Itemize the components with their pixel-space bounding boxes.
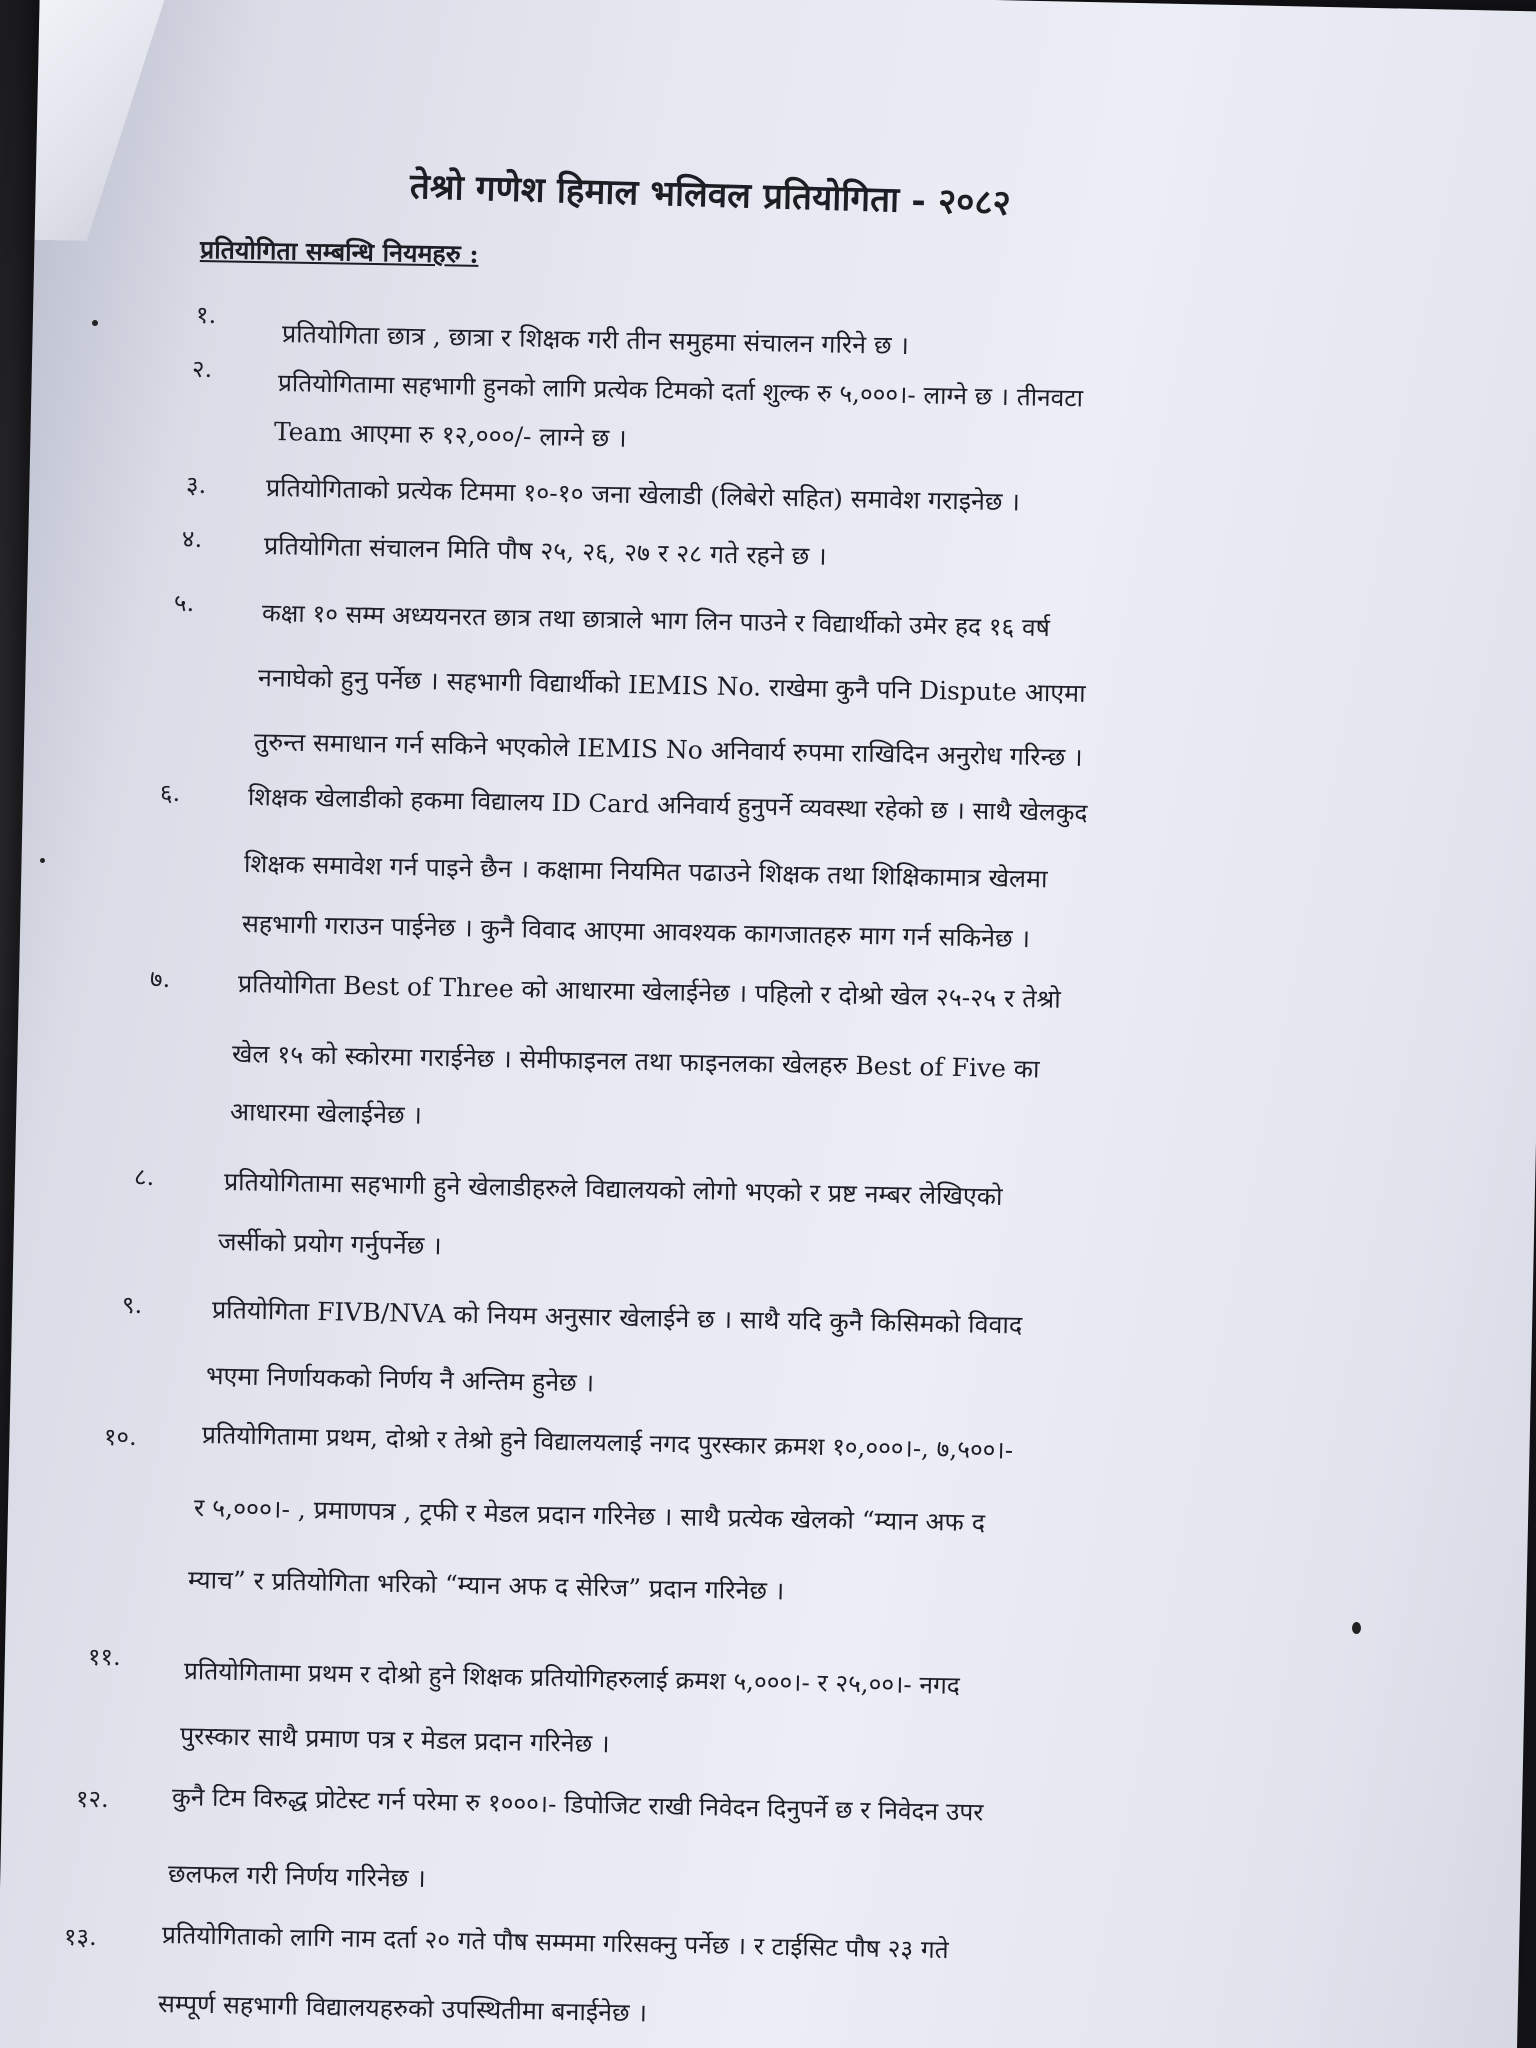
rule-10-line-1: प्रतियोगितामा प्रथम, दोश्रो र तेश्रो हुने विद्यालयलाई नगद पुरस्कार क्रमश १०,०००।-, ७,५००।- xyxy=(201,1420,1014,1465)
rule-3-number: ३. xyxy=(186,471,207,499)
rule-9-number: ९. xyxy=(122,1291,143,1319)
rule-7-number: ७. xyxy=(150,965,171,993)
rule-6-line-3: सहभागी गराउन पाईनेछ । कुनै विवाद आएमा आवश्यक कागजातहरु माग गर्न सकिनेछ । xyxy=(241,909,1031,954)
rule-13-line-2: सम्पूर्ण सहभागी विद्यालयहरुको उपस्थितीमा बनाईनेछ । xyxy=(157,1989,648,2028)
rule-8-line-1: प्रतियोगितामा सहभागी हुने खेलाडीहरुले विद्यालयको लोगो भएको र प्रष्ट नम्बर लेखिएको xyxy=(223,1167,1003,1211)
rule-12-line-2: छलफल गरी निर्णय गरिनेछ । xyxy=(167,1859,427,1893)
ink-dot xyxy=(40,858,45,863)
rule-1-number: १. xyxy=(196,301,217,329)
rule-2-line-2: Team आएमा रु १२,०००/- लाग्ने छ । xyxy=(273,417,627,453)
rule-10-number: १०. xyxy=(104,1423,137,1451)
rule-7-line-3: आधारमा खेलाईनेछ । xyxy=(229,1097,423,1130)
rule-7-line-2: खेल १५ को स्कोरमा गराईनेछ । सेमीफाइनल तथा फाइनलका खेलहरु Best of Five का xyxy=(231,1039,1040,1084)
rule-5-line-1: कक्षा १० सम्म अध्ययनरत छात्र तथा छात्राले भाग लिन पाउने र विद्यार्थीको उमेर हद १६ वर्ष xyxy=(261,598,1051,643)
rule-6-number: ६. xyxy=(160,779,181,807)
rule-12-line-1: कुनै टिम विरुद्ध प्रोटेस्ट गर्न परेमा रु १०००।- डिपोजिट राखी निवेदन दिनुपर्ने छ र निवेदन उपर xyxy=(171,1782,984,1827)
rule-5-line-3: तुरुन्त समाधान गर्न सकिने भएकोले IEMIS No अनिवार्य रुपमा राखिदिन अनुरोध गरिन्छ । xyxy=(253,727,1083,772)
rule-2-line-1: प्रतियोगितामा सहभागी हुनको लागि प्रत्येक टिमको दर्ता शुल्क रु ५,०००।- लाग्ने छ । तीनवटा xyxy=(277,368,1084,413)
rule-2-number: २. xyxy=(192,355,213,383)
rule-10-line-3: म्याच” र प्रतियोगिता भरिको “म्यान अफ द सेरिज” प्रदान गरिनेछ । xyxy=(187,1565,785,1606)
rule-13-line-1: प्रतियोगिताको लागि नाम दर्ता २० गते पौष सम्ममा गरिसक्नु पर्नेछ । र टाईसिट पौष २३ गते xyxy=(161,1920,949,1965)
rule-11-line-2: पुरस्कार साथै प्रमाण पत्र र मेडल प्रदान गरिनेछ । xyxy=(179,1721,610,1759)
rule-1-line-1: प्रतियोगिता छात्र , छात्रा र शिक्षक गरी तीन समुहमा संचालन गरिने छ । xyxy=(281,319,910,361)
document-title: तेश्रो गणेश हिमाल भलिवल प्रतियोगिता - २०८२ xyxy=(409,166,1012,224)
rule-9-line-2: भएमा निर्णायकको निर्णय नै अन्तिम हुनेछ । xyxy=(205,1361,595,1398)
rule-3-line-1: प्रतियोगिताको प्रत्येक टिममा १०-१० जना खेलाडी (लिबेरो सहित) समावेश गराइनेछ । xyxy=(265,473,1021,517)
rule-5-number: ५. xyxy=(174,589,195,617)
rule-8-line-2: जर्सीको प्रयोग गर्नुपर्नेछ । xyxy=(217,1227,442,1261)
rule-9-line-1: प्रतियोगिता FIVB/NVA को नियम अनुसार खेलाईने छ । साथै यदि कुनै किसिमको विवाद xyxy=(211,1295,1023,1340)
rule-5-line-2: ननाघेको हुनु पर्नेछ । सहभागी विद्यार्थीको IEMIS No. राखेमा कुनै पनि Dispute आएमा xyxy=(257,663,1086,708)
rules-heading: प्रतियोगिता सम्बन्धि नियमहरु : xyxy=(199,235,479,269)
rule-13-number: १३. xyxy=(64,1923,97,1951)
rule-4-line-1: प्रतियोगिता संचालन मिति पौष २५, २६, २७ र २८ गते रहने छ । xyxy=(263,531,827,571)
rule-11-number: ११. xyxy=(88,1643,121,1671)
rule-6-line-2: शिक्षक समावेश गर्न पाइने छैन । कक्षामा नियमित पढाउने शिक्षक तथा शिक्षिकामात्र खेलमा xyxy=(243,849,1048,894)
rule-4-number: ४. xyxy=(182,525,203,553)
rule-8-number: ८. xyxy=(134,1163,155,1191)
rule-7-line-1: प्रतियोगिता Best of Three को आधारमा खेलाईनेछ । पहिलो र दोश्रो खेल २५-२५ र तेश्रो xyxy=(237,969,1062,1014)
ink-dot xyxy=(1352,1622,1361,1634)
rule-10-line-2: र ५,०००।- , प्रमाणपत्र , ट्रफी र मेडल प्रदान गरिनेछ । साथै प्रत्येक खेलको “म्यान अफ द xyxy=(193,1493,986,1538)
rule-6-line-1: शिक्षक खेलाडीको हकमा विद्यालय ID Card अनिवार्य हुनुपर्ने व्यवस्था रहेको छ । साथै खेलकुद xyxy=(247,782,1088,828)
ink-dot xyxy=(92,320,98,326)
rule-11-line-1: प्रतियोगितामा प्रथम र दोश्रो हुने शिक्षक प्रतियोगिहरुलाई क्रमश ५,०००।- र २५,००।- नगद xyxy=(183,1656,961,1700)
rule-12-number: १२. xyxy=(76,1785,109,1813)
